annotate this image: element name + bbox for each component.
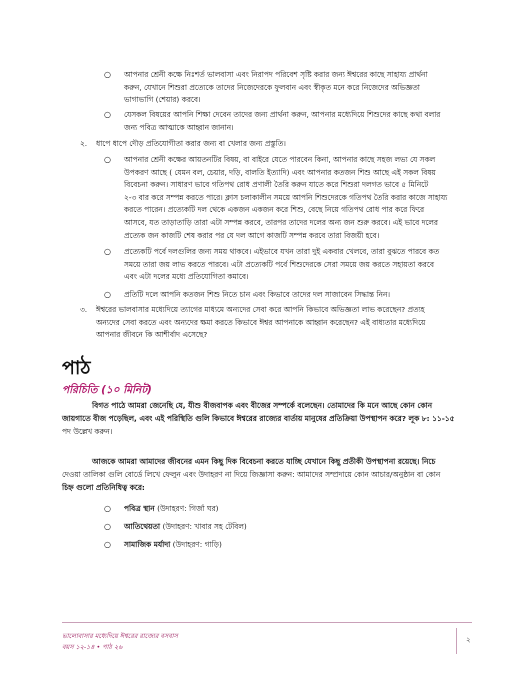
circle-bullet-icon: ○ xyxy=(104,155,111,164)
circle-bullet-icon: ○ xyxy=(104,70,111,79)
prayer-paragraph-1: আপনার শ্রেনী কক্ষে নিঃশর্ত ভালবাসা এবং নিরাপদ পরিবেশ সৃষ্টি করার জন্য ঈশ্বরের কাছে সাহায্য প্রার্থনা করুন, যেখানে শিশুরা প্রত্যেকে তাদের নিজেদেরকে ফুলবান এবং স্বীকৃত মনে করে নিজেদের অভিজ্ঞতা ভাগাভাগি (শেয়ার) করবে। xyxy=(124,70,428,105)
footer-vertical-divider xyxy=(456,628,457,654)
page-number: ২ xyxy=(466,636,471,644)
today-paragraph-rest: দেওয়া তালিকা গুলি বোর্ডে লিখে ফেলুন এবং উদাহরণ না দিয়ে জিজ্ঞাসা করুন: আমাদের সম্প্রদায়ে কোন আচার/অনুষ্ঠান বা কোন চিহ্ন গুলো প্রতিনিধিত্ব করে: xyxy=(62,470,441,492)
circle-bullet-icon: ○ xyxy=(104,540,111,549)
list-item-hospitality: আতিথেয়তা (উদাহরণ: খাবার সহ টেবিল) xyxy=(124,522,247,531)
footer-lesson-info: বয়স ১২-১৪ • পাঠ ২৬ xyxy=(62,643,123,651)
circle-bullet-icon: ○ xyxy=(104,504,111,513)
prayer-paragraph-2: যেসকল বিষয়ের আপনি শিক্ষা দেবেন তাদের জন্য প্রার্থনা করুন, আপনার মধ্যেদিয়ে শিশুদের কাছে কথা বলার জন্য পবিত্র আত্মাকে আহ্বান জানান। xyxy=(124,110,441,132)
step-number-2: ২. xyxy=(80,139,88,148)
lesson-heading: পাঠ xyxy=(62,357,91,379)
introduction-heading: পরিচিতি (১০ মিনিট) xyxy=(62,384,152,396)
step-3-text: ঈশ্বরের ভালবাসার মধ্যেদিয়ে ত্যাগের মাধ্যমে অন্যদের সেবা করে আপনি কিভাবে অভিজ্ঞতা লাভ করেছেন? প্রত্যহ অন্যদের সেবা করতে এবং অন্যদের ক্ষমা করতে কিভাবে ঈশ্বর আপনাকে আহ্বান করেছেন? এই বাধ্যতার মধ্যেদিয়ে আপনার জীবনে কি আশীর্বাদ এসেছে? xyxy=(96,305,426,340)
intro-paragraph-rest: জায়গাতে বীজ পড়েছিল, এবং এই পরিস্থিতি গুলি কিভাবে ঈশ্বরের রাজ্যের বার্তায় মানুষের প্রতিক্রিয়া উপস্থাপন করে? লূক ৮: ১১-১৫ পদ উল্লেখ করুন। xyxy=(62,414,455,436)
step-2-text: ধাপে ধাপে দৌড় প্রতিযোগীতা করার জন্য বা খেলার জন্য প্রস্তুতি। xyxy=(96,139,286,148)
race-setup-paragraph: আপনার শ্রেনী কক্ষের আয়তনটির বিষয়, বা বাইরে যেতে পারবেন কিনা, আপনার কাছে সহজ লভ্য যে সকল উপকরণ আছে ( যেমন বল, চেয়ার, দড়ি, বালতি ইত্যাদি) এবং আপনার কতজন শিশু আছে এই সকল বিষয় বিবেচনা করুন। সাধারণ ভাবে গতিপথ রোধ প্রণালী তৈরি করুন যাতে করে শিশুরা দলগত ভাবে ৫ মিনিটে ২-৩ বার করে সম্পন্ন করতে পারে। ক্লাস চলাকালীন সময়ে আপনি শিশুদেরকে গতিপথ তৈরি করার কাজে সাহায্য করতে পারেন। প্রত্যেকটি দল থেকে একজন একজন করে শিশু, বেছে নিয়ে গতিপথ রোধ পার করে ফিরে আসবে, যত তাড়াতাড়ি তারা এটা সম্পন্ন করবে, তারপর তাদের দলের অন্য জন শুরু করবে। এই ভাবে দলের প্রত্যেক জন কাজটি শেষ করার পর যে দল আগে কাজটি সম্পন্ন করবে তারা বিজয়ী হবে। xyxy=(124,155,448,240)
list-item-holy-place: পবিত্র স্থান (উদাহরণ: গির্জা ঘর) xyxy=(124,504,219,513)
circle-bullet-icon: ○ xyxy=(104,290,111,299)
intro-paragraph-line-1: বিগত পাঠে আমরা জেনেছি যে, যীশু বীজবাপক এবং বীজের সম্পর্কে বলেছেন। তোমাদের কি মনে আছে কোন কোন xyxy=(92,401,433,410)
circle-bullet-icon: ○ xyxy=(104,247,111,256)
circle-bullet-icon: ○ xyxy=(104,522,111,531)
teams-paragraph: প্রতিটি দলে আপনি কতজন শিশু নিতে চান এবং কিভাবে তাদের দল সাজাবেন সিদ্ধান্ত নিন। xyxy=(124,290,390,299)
step-number-3: ৩. xyxy=(80,305,88,314)
footer-divider xyxy=(62,622,472,623)
footer-book-title: ভালোবাসার মধ্যেদিয়ে ঈশ্বরের রাজ্যের বসবাস xyxy=(62,632,178,640)
today-paragraph-line-1: আজকে আমরা আমাদের জীবনের এমন কিছু দিক বিবেচনা করতে যাচ্ছি যেখানে কিছু প্রতীকী উপস্থাপনা রয়েছে। নিচে xyxy=(92,457,436,466)
circle-bullet-icon: ○ xyxy=(104,110,111,119)
timing-paragraph: প্রত্যেকটি পর্বে দলগুলির জন্য সময় থাকবে। এইভাবে যখন তারা দুই একবার খেলবে, তারা বুঝতে পারবে কত সময়ে তারা জয় লাভ করতে পারবে। এটা প্রত্যেকটি পর্বে শিশুদেরকে সেরা সময়ে জয় করতে সহায়তা করবে এবং এটা দলের মধ্যে প্রতিযোগিতা কমাবে। xyxy=(124,247,440,282)
list-item-social-status: সামাজিক মর্যাদা (উদাহরণ: গাড়ি) xyxy=(124,540,222,549)
